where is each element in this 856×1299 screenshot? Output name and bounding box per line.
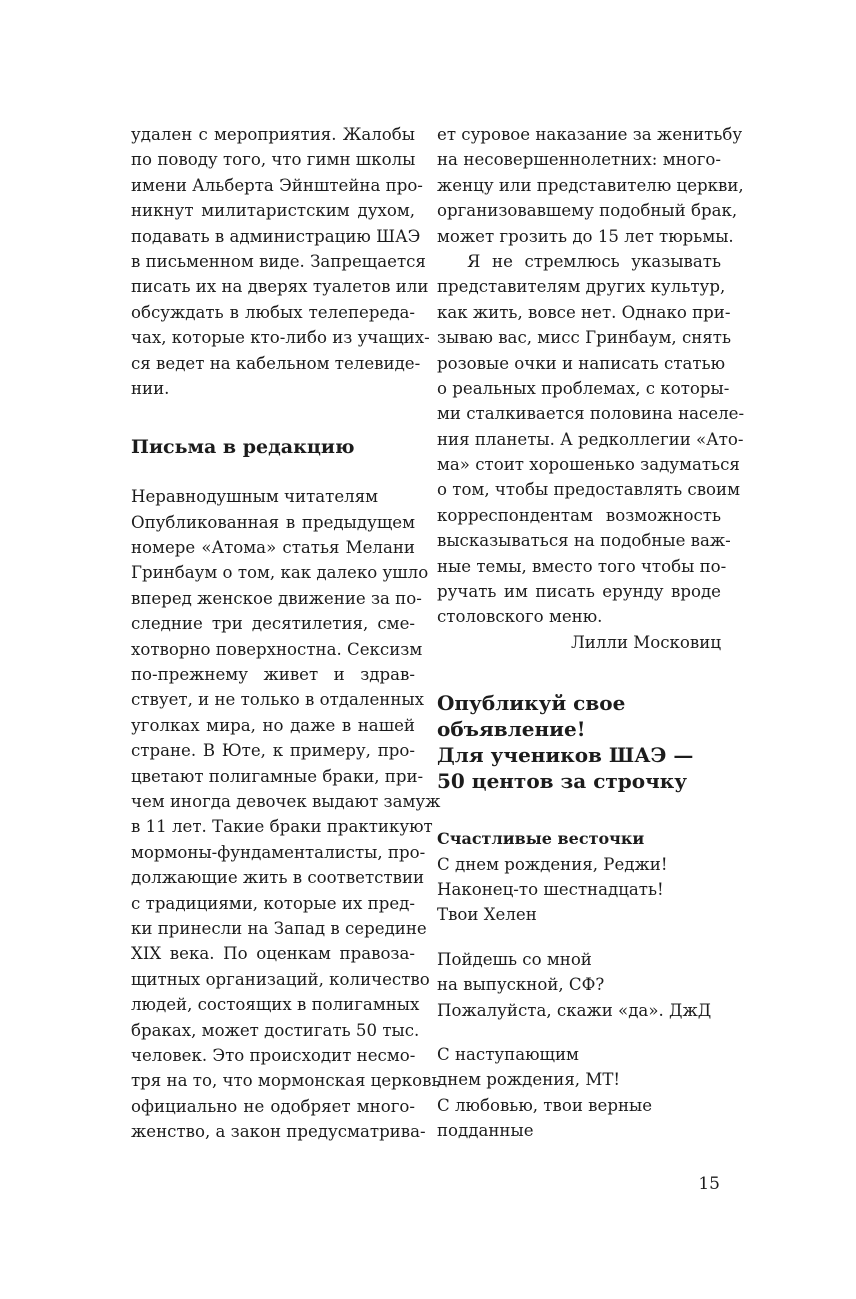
text-line: обсуждать в любых телепереда-: [131, 302, 415, 322]
letter-signature: Лилли Московиц: [570, 632, 721, 652]
message-line: Твои Хелен: [437, 905, 537, 925]
ad-heading: [437, 690, 721, 794]
text-line: людей, состоящих в полигамных: [131, 995, 420, 1015]
ad-heading-line: Опубликуй свое: [437, 691, 626, 716]
text-line: чах, которые кто-либо из учащих-: [131, 328, 430, 348]
text-line: ет суровое наказание за женитьбу: [437, 125, 743, 144]
text-line: писать их на дверях туалетов или: [131, 277, 429, 297]
text-line: высказываться на подобные важ-: [437, 531, 731, 551]
text-line: ки принесли на Запад в середине: [131, 918, 427, 938]
text-line: нии.: [131, 378, 170, 398]
text-line: ствует, и не только в отдаленных: [131, 690, 424, 710]
text-line: может грозить до 15 лет тюрьмы.: [437, 226, 734, 246]
text-line: организовавшему подобный брак,: [437, 201, 738, 221]
message-line: на выпускной, СФ?: [437, 975, 605, 995]
message-line: С днем рождения, Реджи!: [437, 854, 668, 874]
text-line: XIX века. По оценкам правоза-: [131, 944, 415, 964]
letter-paragraph: [131, 484, 441, 1144]
text-line: розовые очки и написать статью: [437, 353, 726, 373]
text-line: стране. В Юте, к примеру, про-: [131, 741, 415, 761]
text-line: о том, чтобы предоставлять своим: [437, 480, 741, 500]
text-line: никнут милитаристским духом,: [131, 201, 415, 221]
text-line: на несовершеннолетних: много-: [437, 150, 721, 170]
text-line: ся ведет на кабельном телевиде-: [131, 353, 421, 373]
text-line: в письменном виде. Запрещается: [131, 251, 426, 271]
text-line: браках, может достигать 50 тыс.: [131, 1020, 420, 1040]
text-line: хотворно поверхностна. Сексизм: [131, 639, 423, 659]
text-line: ма» стоит хорошенько задуматься: [437, 455, 740, 475]
message-line: С любовью, твои верные: [437, 1095, 653, 1115]
message-line: С наступающим: [437, 1044, 579, 1064]
text-line: уголках мира, но даже в нашей: [131, 715, 415, 735]
ad-heading-line: 50 центов за строчку: [437, 769, 687, 794]
text-line: чем иногда девочек выдают замуж: [131, 791, 441, 811]
text-line: по поводу того, что гимн школы: [131, 150, 416, 170]
text-line: зываю вас, мисс Гринбаум, снять: [437, 328, 731, 348]
text-line: с традициями, которые их пред-: [131, 893, 415, 913]
text-line: как жить, вовсе нет. Однако при-: [437, 302, 731, 322]
message-line: подданные: [437, 1121, 534, 1141]
text-line: номере «Атома» статья Мелани: [131, 538, 415, 558]
text-line: женцу или представителю церкви,: [437, 175, 744, 195]
ads-section-heading: Счастливые весточки: [437, 829, 645, 849]
text-line: по-прежнему живет и здрав-: [131, 665, 415, 685]
right-column: [437, 122, 745, 1144]
text-line: представителям других культур,: [437, 277, 726, 297]
letter-continued-paragraph: [437, 122, 744, 249]
text-line: человек. Это происходит несмо-: [131, 1045, 416, 1065]
text-line: Гринбаум о том, как далеко ушло: [131, 563, 429, 583]
text-line: следние три десятилетия, сме-: [131, 614, 415, 634]
page-number: 15: [698, 1174, 720, 1194]
text-line: ми сталкивается половина населе-: [437, 404, 745, 424]
text-line: столовского меню.: [437, 607, 603, 627]
text-line: о реальных проблемах, с которы-: [437, 378, 730, 398]
text-line: имени Альберта Эйнштейна про-: [131, 175, 423, 195]
letter-paragraph-2: [437, 249, 745, 630]
section-heading: Письма в редакцию: [131, 436, 355, 459]
text-line: тря на то, что мормонская церковь: [131, 1071, 441, 1091]
text-line: Опубликованная в предыдущем: [131, 512, 415, 532]
message-line: днем рождения, МТ!: [437, 1070, 621, 1090]
ad-heading-line: объявление!: [437, 717, 586, 742]
text-line: корреспондентам возможность: [437, 505, 721, 525]
message-block: [437, 947, 721, 1023]
text-line: Я не стремлюсь указывать: [467, 251, 721, 271]
text-line: вперед женское движение за по-: [131, 588, 422, 608]
text-line: ные темы, вместо того чтобы по-: [437, 556, 727, 576]
message-line: Пожалуйста, скажи «да». ДжД: [437, 1000, 712, 1020]
intro-paragraph: [131, 122, 430, 401]
left-column: [131, 122, 441, 1144]
text-line: официально не одобряет много-: [131, 1096, 415, 1116]
message-block: [437, 852, 721, 928]
text-line: мормоны-фундаменталисты, про-: [131, 842, 426, 862]
ad-heading-line: Для учеников ШАЭ —: [437, 743, 694, 768]
message-block: [437, 1042, 721, 1144]
text-line: удален с мероприятия. Жалобы: [131, 125, 415, 144]
text-line: ручать им писать ерунду вроде: [437, 582, 721, 602]
text-line: подавать в администрацию ШАЭ: [131, 226, 421, 246]
text-line: в 11 лет. Такие браки практикуют: [131, 817, 433, 837]
text-line: цветают полигамные браки, при-: [131, 766, 424, 786]
message-line: Пойдешь со мной: [437, 949, 592, 969]
letter-title: Неравнодушным читателям: [131, 487, 379, 507]
text-line: ния планеты. А редколлегии «Ато-: [437, 429, 744, 449]
text-line: женство, а закон предусматрива-: [131, 1122, 426, 1142]
text-line: должающие жить в соответствии: [131, 868, 425, 888]
message-line: Наконец-то шестнадцать!: [437, 880, 664, 899]
text-line: щитных организаций, количество: [131, 969, 430, 989]
